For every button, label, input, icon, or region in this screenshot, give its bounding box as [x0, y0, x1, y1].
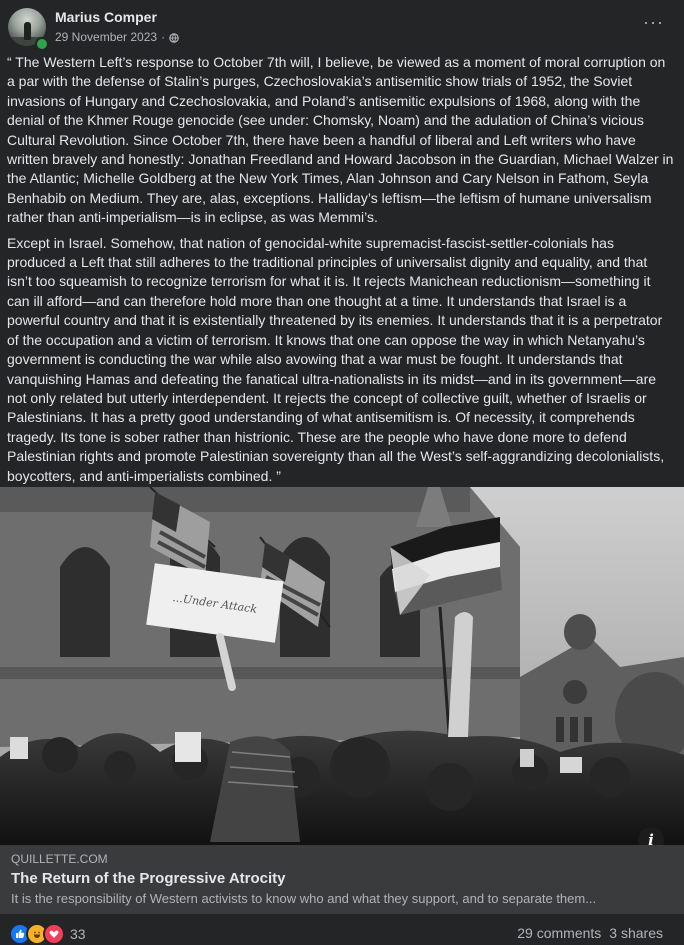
post-meta	[55, 30, 179, 44]
link-preview[interactable]	[0, 845, 684, 914]
author-name[interactable]: Marius Comper	[55, 9, 157, 25]
love-icon	[43, 923, 65, 945]
post-paragraph: “ The Western Left’s response to October 7th will, I believe, be viewed as a moment of moral corruption on a par with the defense of Stalin’s purges, Czechoslovakia’s antisemitic show trials of 1952, the Soviet invasions of Hungary and Czechoslovakia, and Poland’s antisemitic expulsions of 1968, along with the denial of the Khmer Rouge genocide (see under: Chomsky, Noam) and the adulation of China’s vicious Cultural Revolution. Since October 7th, there have been a handful of liberal and Left writers who have written bravely and honestly: Jonathan Freedland and Howard Jacobson in the Guardian, Michael Walzer in the Atlantic; Michelle Goldberg at the New York Times, Alan Johnson and Cary Nelson in Fathom, Seyla Benhabib on Medium. They are, alas, exceptions. Halliday’s leftism—the leftism of humane universalism rather than anti-imperialism—is in eclipse, as was Memmi’s.	[7, 54, 674, 226]
avatar-figure	[24, 22, 31, 40]
post-footer	[0, 914, 684, 945]
info-icon[interactable]: i	[638, 827, 664, 845]
link-title[interactable]: The Return of the Progressive Atrocity	[11, 870, 286, 887]
online-status-dot	[35, 37, 49, 51]
more-options-button[interactable]: ···	[643, 12, 664, 32]
link-preview-image[interactable]	[0, 487, 684, 845]
engagement-stats	[517, 925, 663, 941]
reaction-count: 33	[70, 926, 86, 942]
post-date[interactable]: 29 November 2023	[55, 30, 158, 44]
protest-sign-text: ...Under Attack	[171, 591, 258, 616]
post-paragraph: Except in Israel. Somehow, that nation of genocidal-white supremacist-fascist-settler-colonials has produced a Left that still adheres to the traditional principles of universalist dignity and equality, and that isn’t too squeamish to recognize terrorism for what it is. It rejects Manichean reductionism—something it can ill afford—and can therefore hold more than one thought at a time. It understands that Israel is a powerful country and that it is existentially threatened by its enemies. It understands that it is a perpetrator of the occupation and a victim of terrorism. It knows that one can oppose the way in which Netanyahu’s government is conducting the war while also avowing that a war must be fought. It understands that vanquishing Hamas and defeating the fanatical ultra-nationalists in its midst—and in its government—are not only related but utterly interdependent. It rejects the concept of collective guilt, whether of Israelis or Palestinians. It has a pretty good understanding of what antisemitism is. Of necessity, it comprehends tragedy. Its tone is sober rather than histrionic. These are the people who have done more to defend Palestinian rights and promote Palestinian sovereignty than all the West’s self-aggrandizing decolonialists, boycotters, and anti-imperialists combined. ”	[7, 234, 665, 484]
protest-photo	[0, 487, 684, 845]
shares-count[interactable]: 3 shares	[609, 925, 663, 941]
globe-icon[interactable]	[169, 32, 179, 42]
post-text	[7, 53, 675, 492]
meta-separator: ·	[161, 30, 166, 44]
link-description: It is the responsibility of Western activists to know who and what they support, and to separate them...	[11, 891, 597, 906]
link-domain: QUILLETTE.COM	[11, 852, 108, 866]
reactions-summary[interactable]	[9, 923, 86, 945]
comments-count[interactable]: 29 comments	[517, 925, 602, 941]
post-header	[0, 0, 684, 56]
